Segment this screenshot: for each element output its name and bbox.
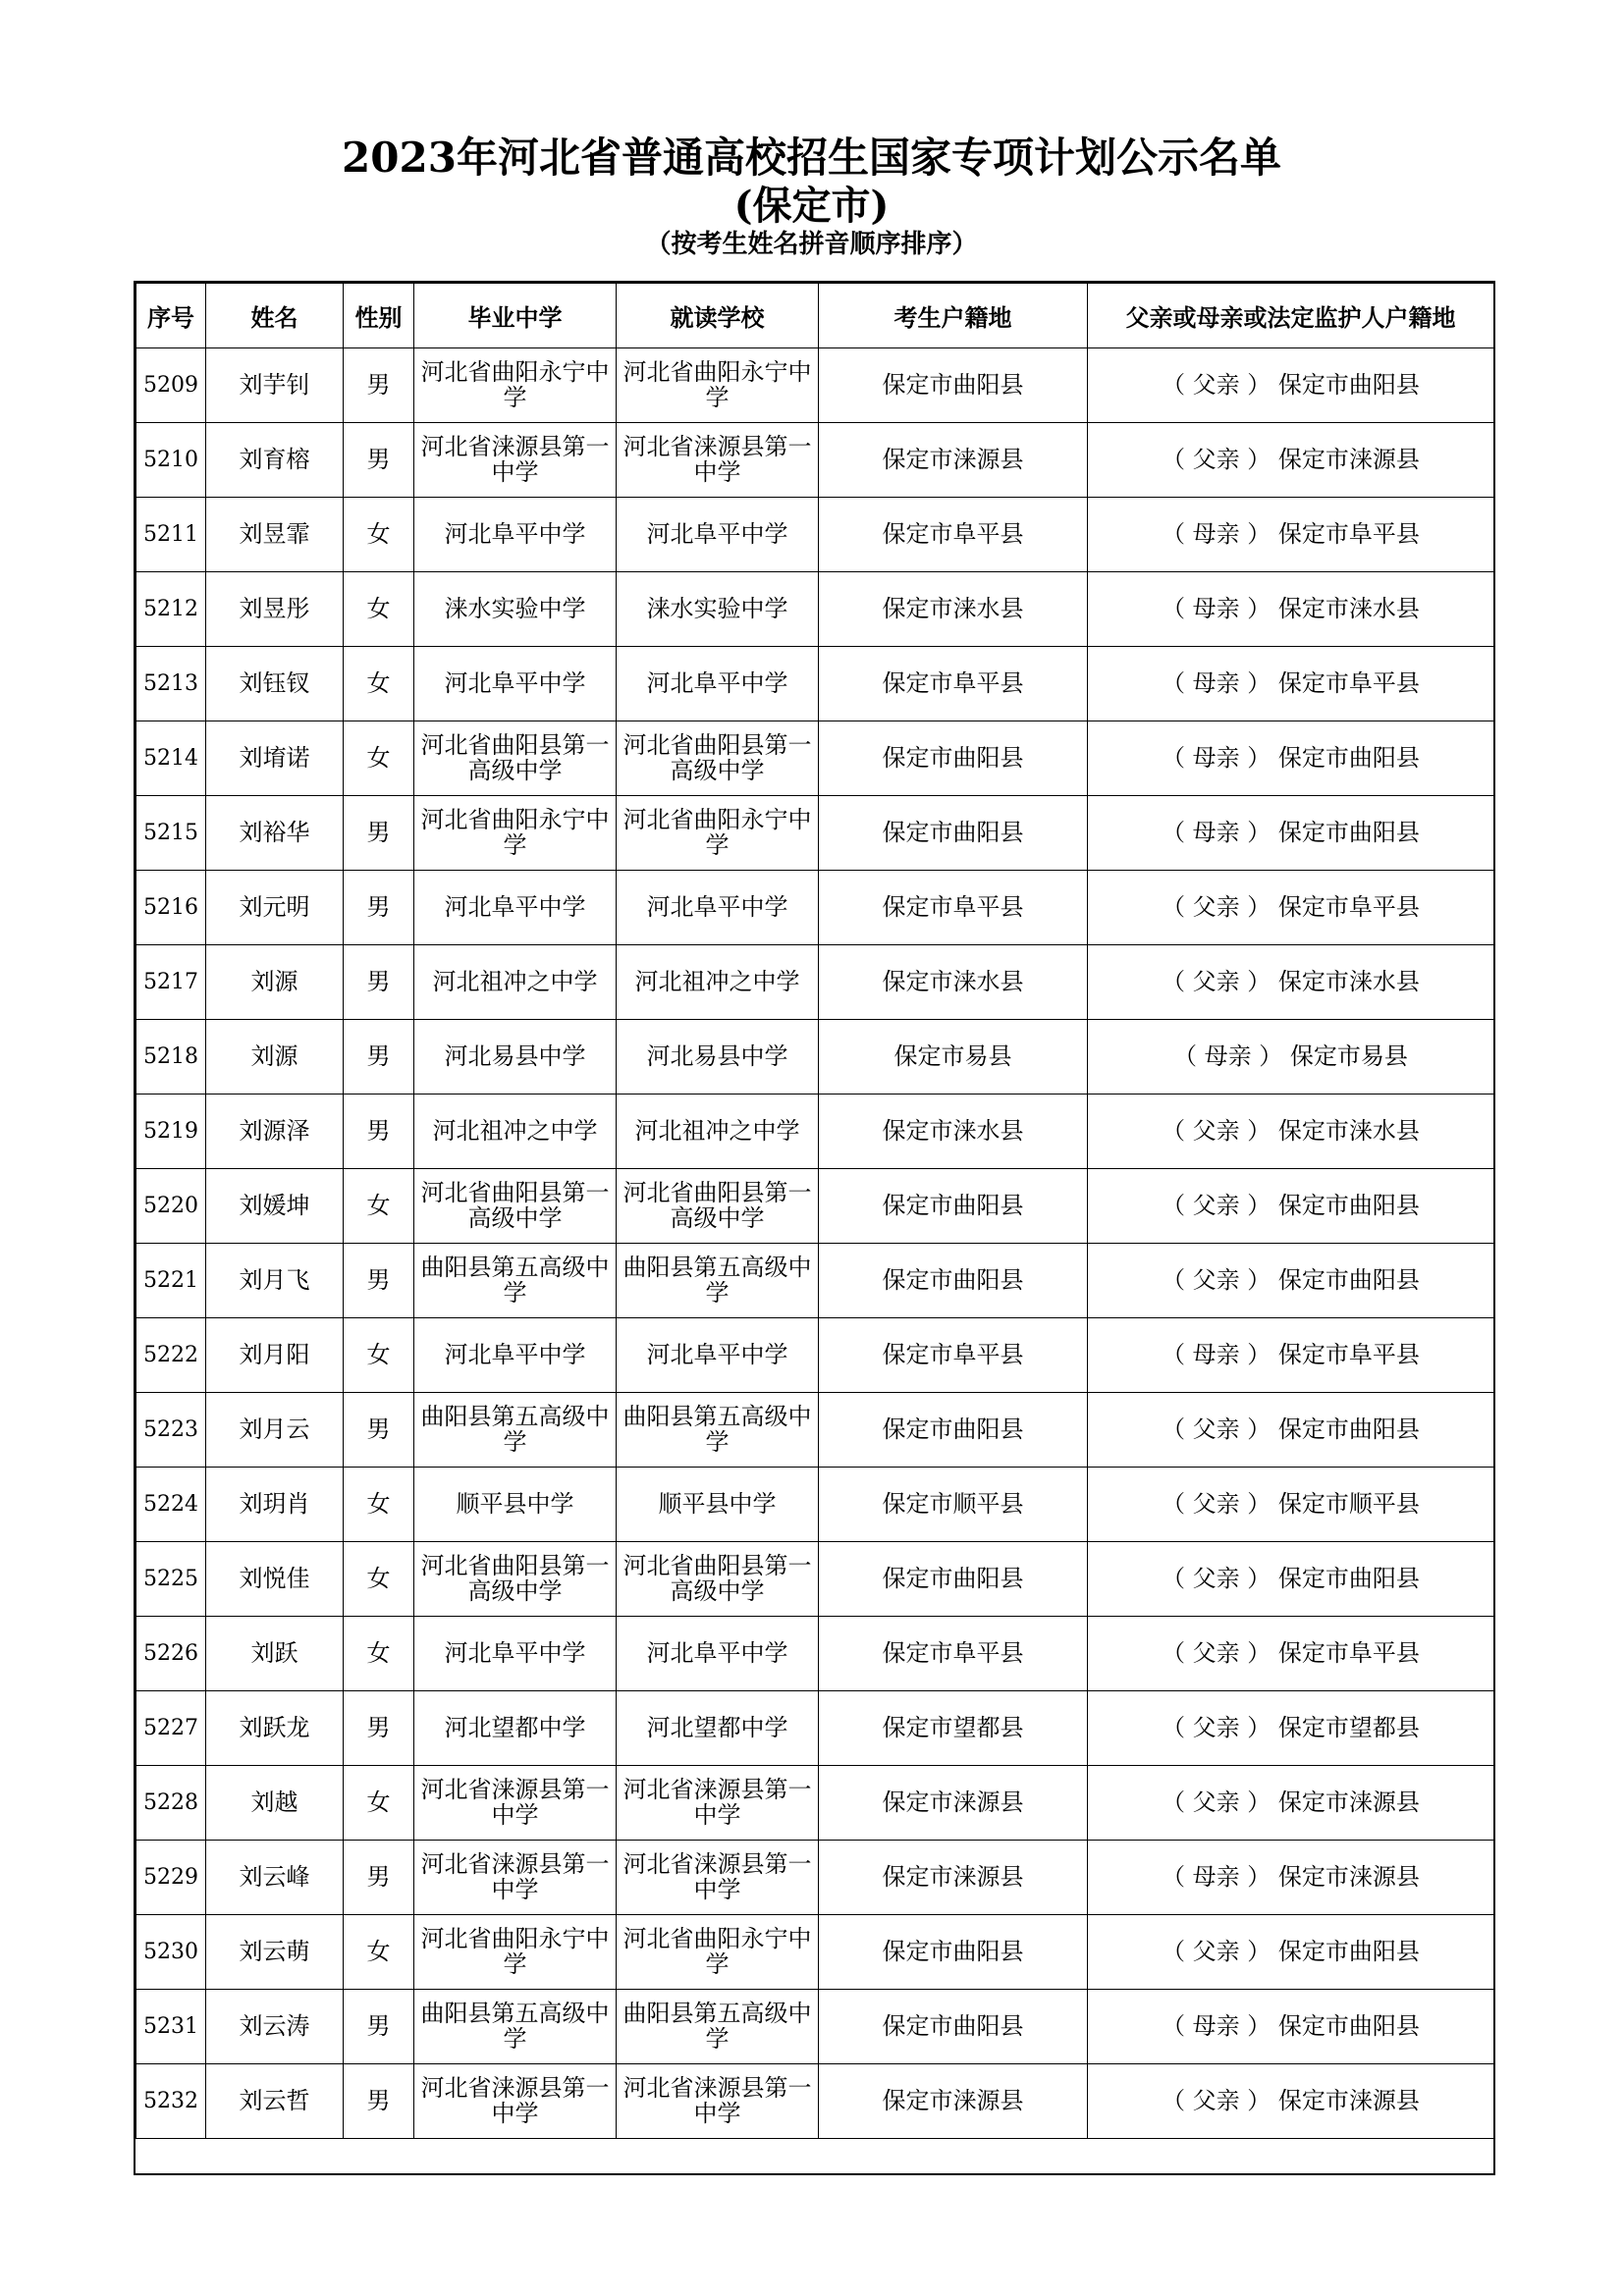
cell-name: 刘月云 bbox=[206, 1393, 344, 1468]
cell-household: 保定市阜平县 bbox=[819, 498, 1088, 572]
cell-guardian: （ 父亲 ） 保定市曲阳县 bbox=[1088, 1542, 1494, 1617]
cell-no: 5212 bbox=[136, 572, 206, 647]
cell-household: 保定市涞源县 bbox=[819, 423, 1088, 498]
cell-guardian: （ 父亲 ） 保定市阜平县 bbox=[1088, 1617, 1494, 1691]
cell-gender: 女 bbox=[344, 1542, 414, 1617]
cell-no: 5226 bbox=[136, 1617, 206, 1691]
cell-no: 5227 bbox=[136, 1691, 206, 1766]
cell-grad-school: 河北阜平中学 bbox=[414, 647, 617, 721]
cell-no: 5222 bbox=[136, 1318, 206, 1393]
cell-study-school: 河北阜平中学 bbox=[617, 647, 819, 721]
cell-guardian: （ 父亲 ） 保定市涞源县 bbox=[1088, 423, 1494, 498]
cell-no: 5220 bbox=[136, 1169, 206, 1244]
cell-gender: 男 bbox=[344, 348, 414, 423]
cell-study-school: 河北省曲阳县第一高级中学 bbox=[617, 1542, 819, 1617]
cell-gender: 女 bbox=[344, 498, 414, 572]
cell-study-school: 河北省涞源县第一中学 bbox=[617, 1766, 819, 1841]
cell-grad-school: 河北省曲阳县第一高级中学 bbox=[414, 1542, 617, 1617]
cell-name: 刘媛坤 bbox=[206, 1169, 344, 1244]
cell-gender: 男 bbox=[344, 1691, 414, 1766]
cell-household: 保定市曲阳县 bbox=[819, 1915, 1088, 1990]
cell-study-school: 河北易县中学 bbox=[617, 1020, 819, 1095]
cell-gender: 女 bbox=[344, 1766, 414, 1841]
cell-grad-school: 曲阳县第五高级中学 bbox=[414, 1393, 617, 1468]
cell-guardian: （ 父亲 ） 保定市曲阳县 bbox=[1088, 1244, 1494, 1318]
cell-grad-school: 涞水实验中学 bbox=[414, 572, 617, 647]
cell-guardian: （ 父亲 ） 保定市曲阳县 bbox=[1088, 1393, 1494, 1468]
table-row bbox=[136, 1020, 1494, 1095]
cell-study-school: 河北望都中学 bbox=[617, 1691, 819, 1766]
cell-no: 5232 bbox=[136, 2064, 206, 2139]
col-header-gender: 性别 bbox=[344, 284, 414, 348]
cell-no: 5231 bbox=[136, 1990, 206, 2064]
cell-guardian: （ 母亲 ） 保定市阜平县 bbox=[1088, 498, 1494, 572]
cell-name: 刘裕华 bbox=[206, 796, 344, 871]
cell-name: 刘堉诺 bbox=[206, 721, 344, 796]
cell-gender: 女 bbox=[344, 647, 414, 721]
cell-guardian: （ 母亲 ） 保定市阜平县 bbox=[1088, 647, 1494, 721]
cell-household: 保定市曲阳县 bbox=[819, 721, 1088, 796]
cell-guardian: （ 父亲 ） 保定市涞源县 bbox=[1088, 2064, 1494, 2139]
cell-name: 刘月飞 bbox=[206, 1244, 344, 1318]
cell-study-school: 曲阳县第五高级中学 bbox=[617, 1244, 819, 1318]
cell-grad-school: 河北省曲阳永宁中学 bbox=[414, 796, 617, 871]
col-header-guardian: 父亲或母亲或法定监护人户籍地 bbox=[1088, 284, 1494, 348]
cell-household: 保定市曲阳县 bbox=[819, 348, 1088, 423]
cell-household: 保定市阜平县 bbox=[819, 1617, 1088, 1691]
cell-guardian: （ 母亲 ） 保定市曲阳县 bbox=[1088, 721, 1494, 796]
cell-gender: 男 bbox=[344, 423, 414, 498]
cell-name: 刘云萌 bbox=[206, 1915, 344, 1990]
cell-guardian: （ 父亲 ） 保定市涞水县 bbox=[1088, 1095, 1494, 1169]
cell-no: 5211 bbox=[136, 498, 206, 572]
cell-no: 5219 bbox=[136, 1095, 206, 1169]
cell-study-school: 曲阳县第五高级中学 bbox=[617, 1990, 819, 2064]
cell-name: 刘源 bbox=[206, 945, 344, 1020]
cell-name: 刘源 bbox=[206, 1020, 344, 1095]
cell-grad-school: 河北阜平中学 bbox=[414, 1617, 617, 1691]
cell-household: 保定市涞水县 bbox=[819, 1095, 1088, 1169]
cell-grad-school: 河北祖冲之中学 bbox=[414, 945, 617, 1020]
table-row bbox=[136, 1169, 1494, 1244]
cell-name: 刘钰钗 bbox=[206, 647, 344, 721]
cell-guardian: （ 父亲 ） 保定市曲阳县 bbox=[1088, 348, 1494, 423]
cell-household: 保定市涞源县 bbox=[819, 2064, 1088, 2139]
cell-gender: 女 bbox=[344, 1617, 414, 1691]
cell-name: 刘跃龙 bbox=[206, 1691, 344, 1766]
cell-name: 刘云涛 bbox=[206, 1990, 344, 2064]
cell-name: 刘源泽 bbox=[206, 1095, 344, 1169]
table-row bbox=[136, 1244, 1494, 1318]
cell-name: 刘昱彤 bbox=[206, 572, 344, 647]
cell-no: 5225 bbox=[136, 1542, 206, 1617]
cell-gender: 男 bbox=[344, 2064, 414, 2139]
cell-household: 保定市易县 bbox=[819, 1020, 1088, 1095]
cell-guardian: （ 父亲 ） 保定市涞源县 bbox=[1088, 1766, 1494, 1841]
cell-grad-school: 顺平县中学 bbox=[414, 1468, 617, 1542]
cell-study-school: 河北省曲阳永宁中学 bbox=[617, 348, 819, 423]
cell-grad-school: 河北易县中学 bbox=[414, 1020, 617, 1095]
cell-study-school: 顺平县中学 bbox=[617, 1468, 819, 1542]
cell-guardian: （ 父亲 ） 保定市阜平县 bbox=[1088, 871, 1494, 945]
cell-study-school: 曲阳县第五高级中学 bbox=[617, 1393, 819, 1468]
cell-study-school: 河北祖冲之中学 bbox=[617, 945, 819, 1020]
cell-gender: 女 bbox=[344, 1915, 414, 1990]
cell-household: 保定市涞源县 bbox=[819, 1841, 1088, 1915]
cell-guardian: （ 母亲 ） 保定市阜平县 bbox=[1088, 1318, 1494, 1393]
cell-guardian: （ 父亲 ） 保定市曲阳县 bbox=[1088, 1169, 1494, 1244]
cell-gender: 女 bbox=[344, 1318, 414, 1393]
col-header-study-school: 就读学校 bbox=[617, 284, 819, 348]
col-header-grad-school: 毕业中学 bbox=[414, 284, 617, 348]
table-row bbox=[136, 1915, 1494, 1990]
sort-note: （按考生姓名拼音顺序排序） bbox=[645, 230, 978, 259]
table-row bbox=[136, 1691, 1494, 1766]
cell-no: 5217 bbox=[136, 945, 206, 1020]
cell-grad-school: 曲阳县第五高级中学 bbox=[414, 1990, 617, 2064]
cell-household: 保定市顺平县 bbox=[819, 1468, 1088, 1542]
table-row bbox=[136, 1393, 1494, 1468]
cell-study-school: 河北省曲阳永宁中学 bbox=[617, 1915, 819, 1990]
cell-no: 5221 bbox=[136, 1244, 206, 1318]
cell-household: 保定市曲阳县 bbox=[819, 1244, 1088, 1318]
cell-grad-school: 河北省曲阳县第一高级中学 bbox=[414, 1169, 617, 1244]
cell-household: 保定市望都县 bbox=[819, 1691, 1088, 1766]
cell-study-school: 河北省曲阳永宁中学 bbox=[617, 796, 819, 871]
cell-name: 刘越 bbox=[206, 1766, 344, 1841]
cell-grad-school: 河北望都中学 bbox=[414, 1691, 617, 1766]
cell-grad-school: 河北阜平中学 bbox=[414, 1318, 617, 1393]
cell-household: 保定市阜平县 bbox=[819, 871, 1088, 945]
table-row bbox=[136, 1095, 1494, 1169]
cell-no: 5229 bbox=[136, 1841, 206, 1915]
cell-grad-school: 河北省曲阳县第一高级中学 bbox=[414, 721, 617, 796]
cell-name: 刘云哲 bbox=[206, 2064, 344, 2139]
cell-no: 5224 bbox=[136, 1468, 206, 1542]
table-row bbox=[136, 572, 1494, 647]
cell-no: 5230 bbox=[136, 1915, 206, 1990]
table-row bbox=[136, 2064, 1494, 2139]
cell-study-school: 河北阜平中学 bbox=[617, 1617, 819, 1691]
cell-no: 5218 bbox=[136, 1020, 206, 1095]
table-row bbox=[136, 423, 1494, 498]
table-row bbox=[136, 1766, 1494, 1841]
cell-gender: 男 bbox=[344, 871, 414, 945]
cell-gender: 女 bbox=[344, 1468, 414, 1542]
table-row bbox=[136, 348, 1494, 423]
cell-study-school: 涞水实验中学 bbox=[617, 572, 819, 647]
cell-grad-school: 河北省涞源县第一中学 bbox=[414, 1766, 617, 1841]
table-row bbox=[136, 1617, 1494, 1691]
cell-guardian: （ 母亲 ） 保定市涞源县 bbox=[1088, 1841, 1494, 1915]
cell-study-school: 河北省涞源县第一中学 bbox=[617, 2064, 819, 2139]
table-row bbox=[136, 1990, 1494, 2064]
cell-grad-school: 河北省曲阳永宁中学 bbox=[414, 348, 617, 423]
cell-guardian: （ 母亲 ） 保定市易县 bbox=[1088, 1020, 1494, 1095]
table-row bbox=[136, 1542, 1494, 1617]
cell-no: 5228 bbox=[136, 1766, 206, 1841]
cell-gender: 男 bbox=[344, 1393, 414, 1468]
cell-no: 5210 bbox=[136, 423, 206, 498]
cell-grad-school: 河北省涞源县第一中学 bbox=[414, 2064, 617, 2139]
cell-gender: 女 bbox=[344, 721, 414, 796]
cell-grad-school: 河北省涞源县第一中学 bbox=[414, 1841, 617, 1915]
cell-household: 保定市涞水县 bbox=[819, 572, 1088, 647]
cell-household: 保定市曲阳县 bbox=[819, 1169, 1088, 1244]
cell-guardian: （ 父亲 ） 保定市望都县 bbox=[1088, 1691, 1494, 1766]
cell-study-school: 河北省曲阳县第一高级中学 bbox=[617, 1169, 819, 1244]
table-row bbox=[136, 796, 1494, 871]
roster-body bbox=[136, 348, 1494, 2139]
table-row bbox=[136, 1468, 1494, 1542]
cell-gender: 男 bbox=[344, 796, 414, 871]
cell-household: 保定市涞源县 bbox=[819, 1766, 1088, 1841]
cell-household: 保定市阜平县 bbox=[819, 1318, 1088, 1393]
cell-study-school: 河北省曲阳县第一高级中学 bbox=[617, 721, 819, 796]
cell-name: 刘悦佳 bbox=[206, 1542, 344, 1617]
cell-name: 刘玥肖 bbox=[206, 1468, 344, 1542]
table-row bbox=[136, 647, 1494, 721]
roster-table bbox=[135, 283, 1494, 2139]
table-row bbox=[136, 945, 1494, 1020]
cell-study-school: 河北祖冲之中学 bbox=[617, 1095, 819, 1169]
cell-no: 5216 bbox=[136, 871, 206, 945]
table-row bbox=[136, 721, 1494, 796]
cell-name: 刘芋钊 bbox=[206, 348, 344, 423]
cell-grad-school: 河北阜平中学 bbox=[414, 871, 617, 945]
table-row bbox=[136, 498, 1494, 572]
cell-grad-school: 河北省曲阳永宁中学 bbox=[414, 1915, 617, 1990]
cell-guardian: （ 父亲 ） 保定市顺平县 bbox=[1088, 1468, 1494, 1542]
cell-gender: 男 bbox=[344, 1841, 414, 1915]
cell-gender: 男 bbox=[344, 1990, 414, 2064]
cell-gender: 男 bbox=[344, 1244, 414, 1318]
cell-gender: 女 bbox=[344, 572, 414, 647]
cell-no: 5214 bbox=[136, 721, 206, 796]
cell-study-school: 河北省涞源县第一中学 bbox=[617, 1841, 819, 1915]
cell-study-school: 河北阜平中学 bbox=[617, 871, 819, 945]
cell-study-school: 河北阜平中学 bbox=[617, 498, 819, 572]
cell-grad-school: 河北省涞源县第一中学 bbox=[414, 423, 617, 498]
cell-guardian: （ 母亲 ） 保定市曲阳县 bbox=[1088, 1990, 1494, 2064]
cell-household: 保定市曲阳县 bbox=[819, 1542, 1088, 1617]
cell-grad-school: 河北祖冲之中学 bbox=[414, 1095, 617, 1169]
col-header-household: 考生户籍地 bbox=[819, 284, 1088, 348]
cell-grad-school: 河北阜平中学 bbox=[414, 498, 617, 572]
cell-gender: 男 bbox=[344, 945, 414, 1020]
col-header-no: 序号 bbox=[136, 284, 206, 348]
cell-gender: 男 bbox=[344, 1095, 414, 1169]
cell-study-school: 河北阜平中学 bbox=[617, 1318, 819, 1393]
cell-gender: 女 bbox=[344, 1169, 414, 1244]
cell-name: 刘云峰 bbox=[206, 1841, 344, 1915]
cell-household: 保定市阜平县 bbox=[819, 647, 1088, 721]
cell-household: 保定市曲阳县 bbox=[819, 1393, 1088, 1468]
cell-no: 5209 bbox=[136, 348, 206, 423]
cell-name: 刘昱霏 bbox=[206, 498, 344, 572]
cell-name: 刘月阳 bbox=[206, 1318, 344, 1393]
table-row bbox=[136, 1318, 1494, 1393]
page-subtitle: (保定市) bbox=[733, 183, 890, 229]
cell-name: 刘元明 bbox=[206, 871, 344, 945]
cell-household: 保定市曲阳县 bbox=[819, 1990, 1088, 2064]
cell-guardian: （ 父亲 ） 保定市曲阳县 bbox=[1088, 1915, 1494, 1990]
table-row bbox=[136, 871, 1494, 945]
cell-gender: 男 bbox=[344, 1020, 414, 1095]
cell-guardian: （ 父亲 ） 保定市涞水县 bbox=[1088, 945, 1494, 1020]
cell-no: 5215 bbox=[136, 796, 206, 871]
cell-no: 5213 bbox=[136, 647, 206, 721]
cell-grad-school: 曲阳县第五高级中学 bbox=[414, 1244, 617, 1318]
cell-name: 刘育榕 bbox=[206, 423, 344, 498]
cell-household: 保定市曲阳县 bbox=[819, 796, 1088, 871]
cell-guardian: （ 母亲 ） 保定市涞水县 bbox=[1088, 572, 1494, 647]
page-title: 2023年河北省普通高校招生国家专项计划公示名单 bbox=[342, 133, 1281, 182]
table-row bbox=[136, 1841, 1494, 1915]
cell-guardian: （ 母亲 ） 保定市曲阳县 bbox=[1088, 796, 1494, 871]
cell-study-school: 河北省涞源县第一中学 bbox=[617, 423, 819, 498]
header-row bbox=[136, 284, 1494, 348]
cell-no: 5223 bbox=[136, 1393, 206, 1468]
cell-name: 刘跃 bbox=[206, 1617, 344, 1691]
col-header-name: 姓名 bbox=[206, 284, 344, 348]
cell-household: 保定市涞水县 bbox=[819, 945, 1088, 1020]
